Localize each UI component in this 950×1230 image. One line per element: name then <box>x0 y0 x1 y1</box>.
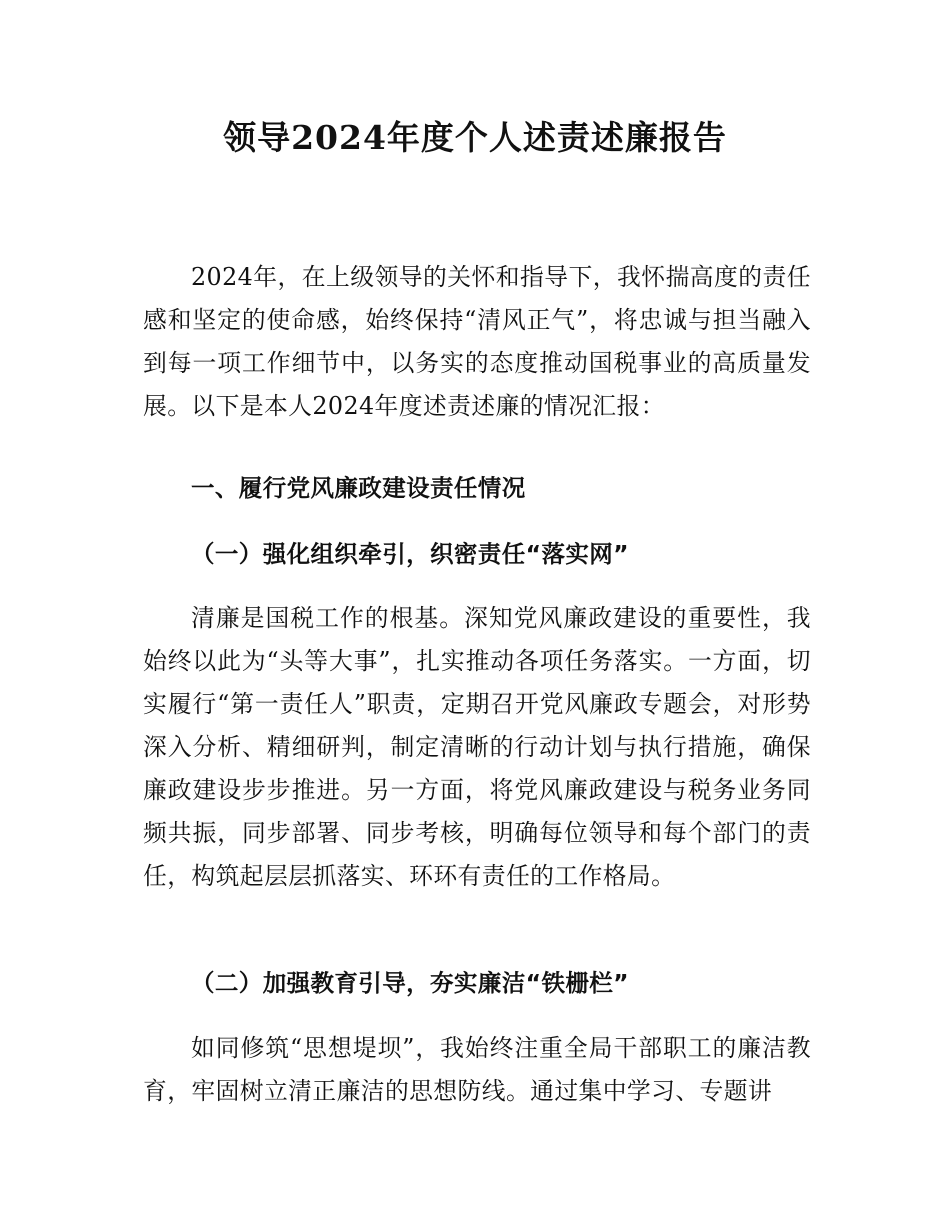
subsection-1-paragraph: 清廉是国税工作的根基。深知党风廉政建设的重要性，我始终以此为“头等大事”，扎实推动各项任务落实。一方面，切实履行“第一责任人”职责，定期召开党风廉政专题会，对形势深入分析、精细研判，制定清晰的行动计划与执行措施，确保廉政建设步步推进。另一方面，将党风廉政建设与税务业务同频共振，同步部署、同步考核，明确每位领导和每个部门的责任，构筑起层层抓落实、环环有责任的工作格局。 <box>143 604 811 890</box>
subsection-2-paragraph: 如同修筑“思想堤坝”，我始终注重全局干部职工的廉洁教育，牢固树立清正廉洁的思想防线。通过集中学习、专题讲 <box>143 1034 811 1105</box>
subsection-heading-2: （二）加强教育引导，夯实廉洁“铁栅栏” <box>191 969 629 997</box>
document-title: 领导2024年度个人述责述廉报告 <box>223 118 727 157</box>
section-heading-1: 一、履行党风廉政建设责任情况 <box>191 474 526 502</box>
intro-paragraph: 2024年，在上级领导的关怀和指导下，我怀揣高度的责任感和坚定的使命感，始终保持“清风正气”，将忠诚与担当融入到每一项工作细节中，以务实的态度推动国税事业的高质量发展。以下是本人2024年度述责述廉的情况汇报： <box>143 263 811 420</box>
subsection-heading-1: （一）强化组织牵引，织密责任“落实网” <box>191 540 629 568</box>
